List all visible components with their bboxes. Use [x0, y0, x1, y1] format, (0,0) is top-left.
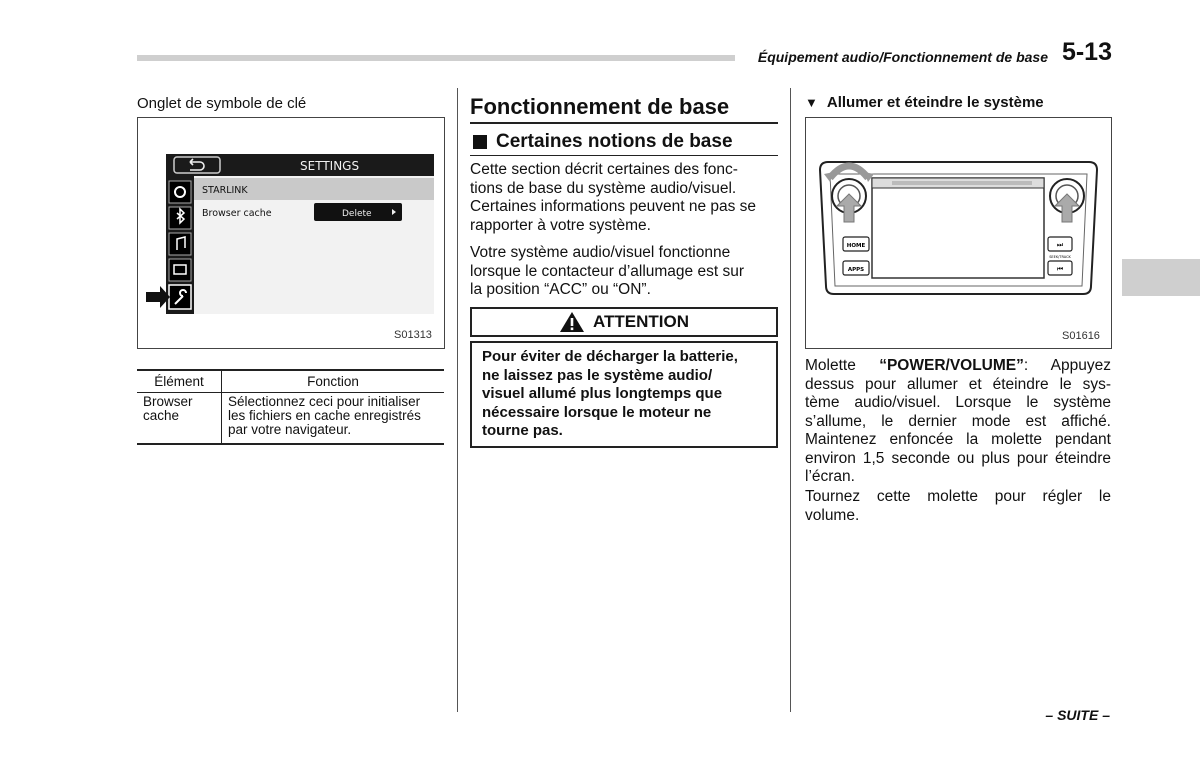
table-header-function: Fonction [222, 370, 445, 393]
table-cell-function: Sélectionnez ceci pour initialiser [228, 394, 421, 409]
text-line: nécessaire lorsque le moteur ne [482, 403, 712, 421]
subsection-heading-text: Allumer et éteindre le système [826, 94, 1044, 111]
text-line: s’allume, le dernier mode est affiché. [805, 412, 1111, 430]
text-line: tème audio/visuel. Lorsque le système [805, 394, 1111, 411]
svg-text:SEEK/TRACK: SEEK/TRACK [1049, 255, 1071, 259]
volume-paragraph [805, 488, 1111, 525]
text-line: visuel allumé plus longtemps que [482, 385, 723, 402]
table-cell-function: les fichiers en cache enregistrés [228, 408, 421, 423]
header-title: Équipement audio/Fonctionnement de base [757, 49, 1048, 65]
svg-text:HOME: HOME [846, 243, 866, 249]
svg-text:⏭: ⏭ [1056, 241, 1064, 249]
figure-label: S01616 [1062, 330, 1100, 342]
power-volume-label: “POWER/VOLUME” [879, 357, 1024, 374]
text-line: Maintenez enfoncée la molette pendant [805, 431, 1111, 448]
text-line: volume. [805, 506, 860, 524]
power-paragraph [470, 244, 778, 300]
intro-paragraph [470, 161, 778, 235]
subtitle-rule [470, 155, 778, 156]
table-cell-item: Browser [143, 394, 193, 409]
subsection-title [470, 131, 733, 153]
page-number: 5-13 [1061, 38, 1112, 66]
column-divider-2 [790, 88, 791, 712]
text-line: tourne pas. [482, 422, 563, 439]
text-line: Certaines informations peuvent ne pas se [470, 198, 757, 215]
text-line: dessus pour allumer et éteindre le sys- [805, 375, 1111, 393]
chapter-tab [1122, 259, 1200, 296]
subsection-heading [805, 94, 1044, 111]
knob-paragraph [805, 357, 1111, 487]
row-starlink: STARLINK [202, 185, 248, 196]
device-figure [805, 117, 1112, 349]
head-unit-illustration [806, 118, 1111, 348]
text-line: lorsque le contacteur d’allumage est sur [470, 262, 744, 280]
figure-caption: Onglet de symbole de clé [137, 95, 307, 112]
table-cell-function: par votre navigateur. [228, 422, 352, 437]
text-line: environ 1,5 seconde ou plus pour éteindre [805, 449, 1111, 467]
text-line: tions de base du système audio/visuel. [470, 179, 737, 197]
text-line: Cette section décrit certaines des fonc- [470, 161, 738, 178]
text-line: Pour éviter de décharger la batterie, [482, 348, 738, 365]
settings-figure [137, 117, 445, 349]
table-cell-item: cache [143, 408, 180, 423]
text-line: rapporter à votre système. [470, 216, 651, 234]
settings-screen-illustration [138, 118, 444, 348]
function-table [137, 369, 444, 445]
subsection-title-text: Certaines notions de base [496, 131, 733, 152]
attention-header [470, 307, 778, 337]
text-line: la position “ACC” ou “ON”. [470, 281, 651, 298]
delete-button: Delete [342, 209, 372, 219]
attention-title: ATTENTION [592, 312, 689, 331]
figure-label: S01313 [394, 329, 432, 341]
warning-icon [559, 311, 585, 333]
text-line: Tournez cette molette pour régler le [805, 488, 1111, 505]
text-line: Votre système audio/visuel fonctionne [470, 244, 731, 261]
row-browser-cache: Browser cache [202, 208, 272, 219]
continued-footer: – SUITE – [1045, 707, 1110, 723]
text-line: l’écran. [805, 468, 855, 485]
triangle-bullet-icon: ▼ [805, 95, 818, 110]
column-divider-1 [457, 88, 458, 712]
table-row [137, 393, 444, 445]
svg-text:⏮: ⏮ [1056, 265, 1064, 273]
svg-text:APPS: APPS [847, 267, 865, 273]
text-span: : Appuyez [1023, 357, 1112, 374]
attention-body [470, 341, 778, 448]
square-bullet-icon [473, 135, 487, 149]
title-rule [470, 122, 778, 124]
text-line: ne laissez pas le système audio/ [482, 366, 713, 384]
text-line [805, 357, 1111, 376]
header-bar [137, 55, 735, 61]
screen-title: SETTINGS [300, 159, 360, 173]
text-span: Molette [805, 357, 880, 374]
section-title: Fonctionnement de base [470, 94, 730, 119]
table-header-element: Élément [137, 370, 222, 393]
